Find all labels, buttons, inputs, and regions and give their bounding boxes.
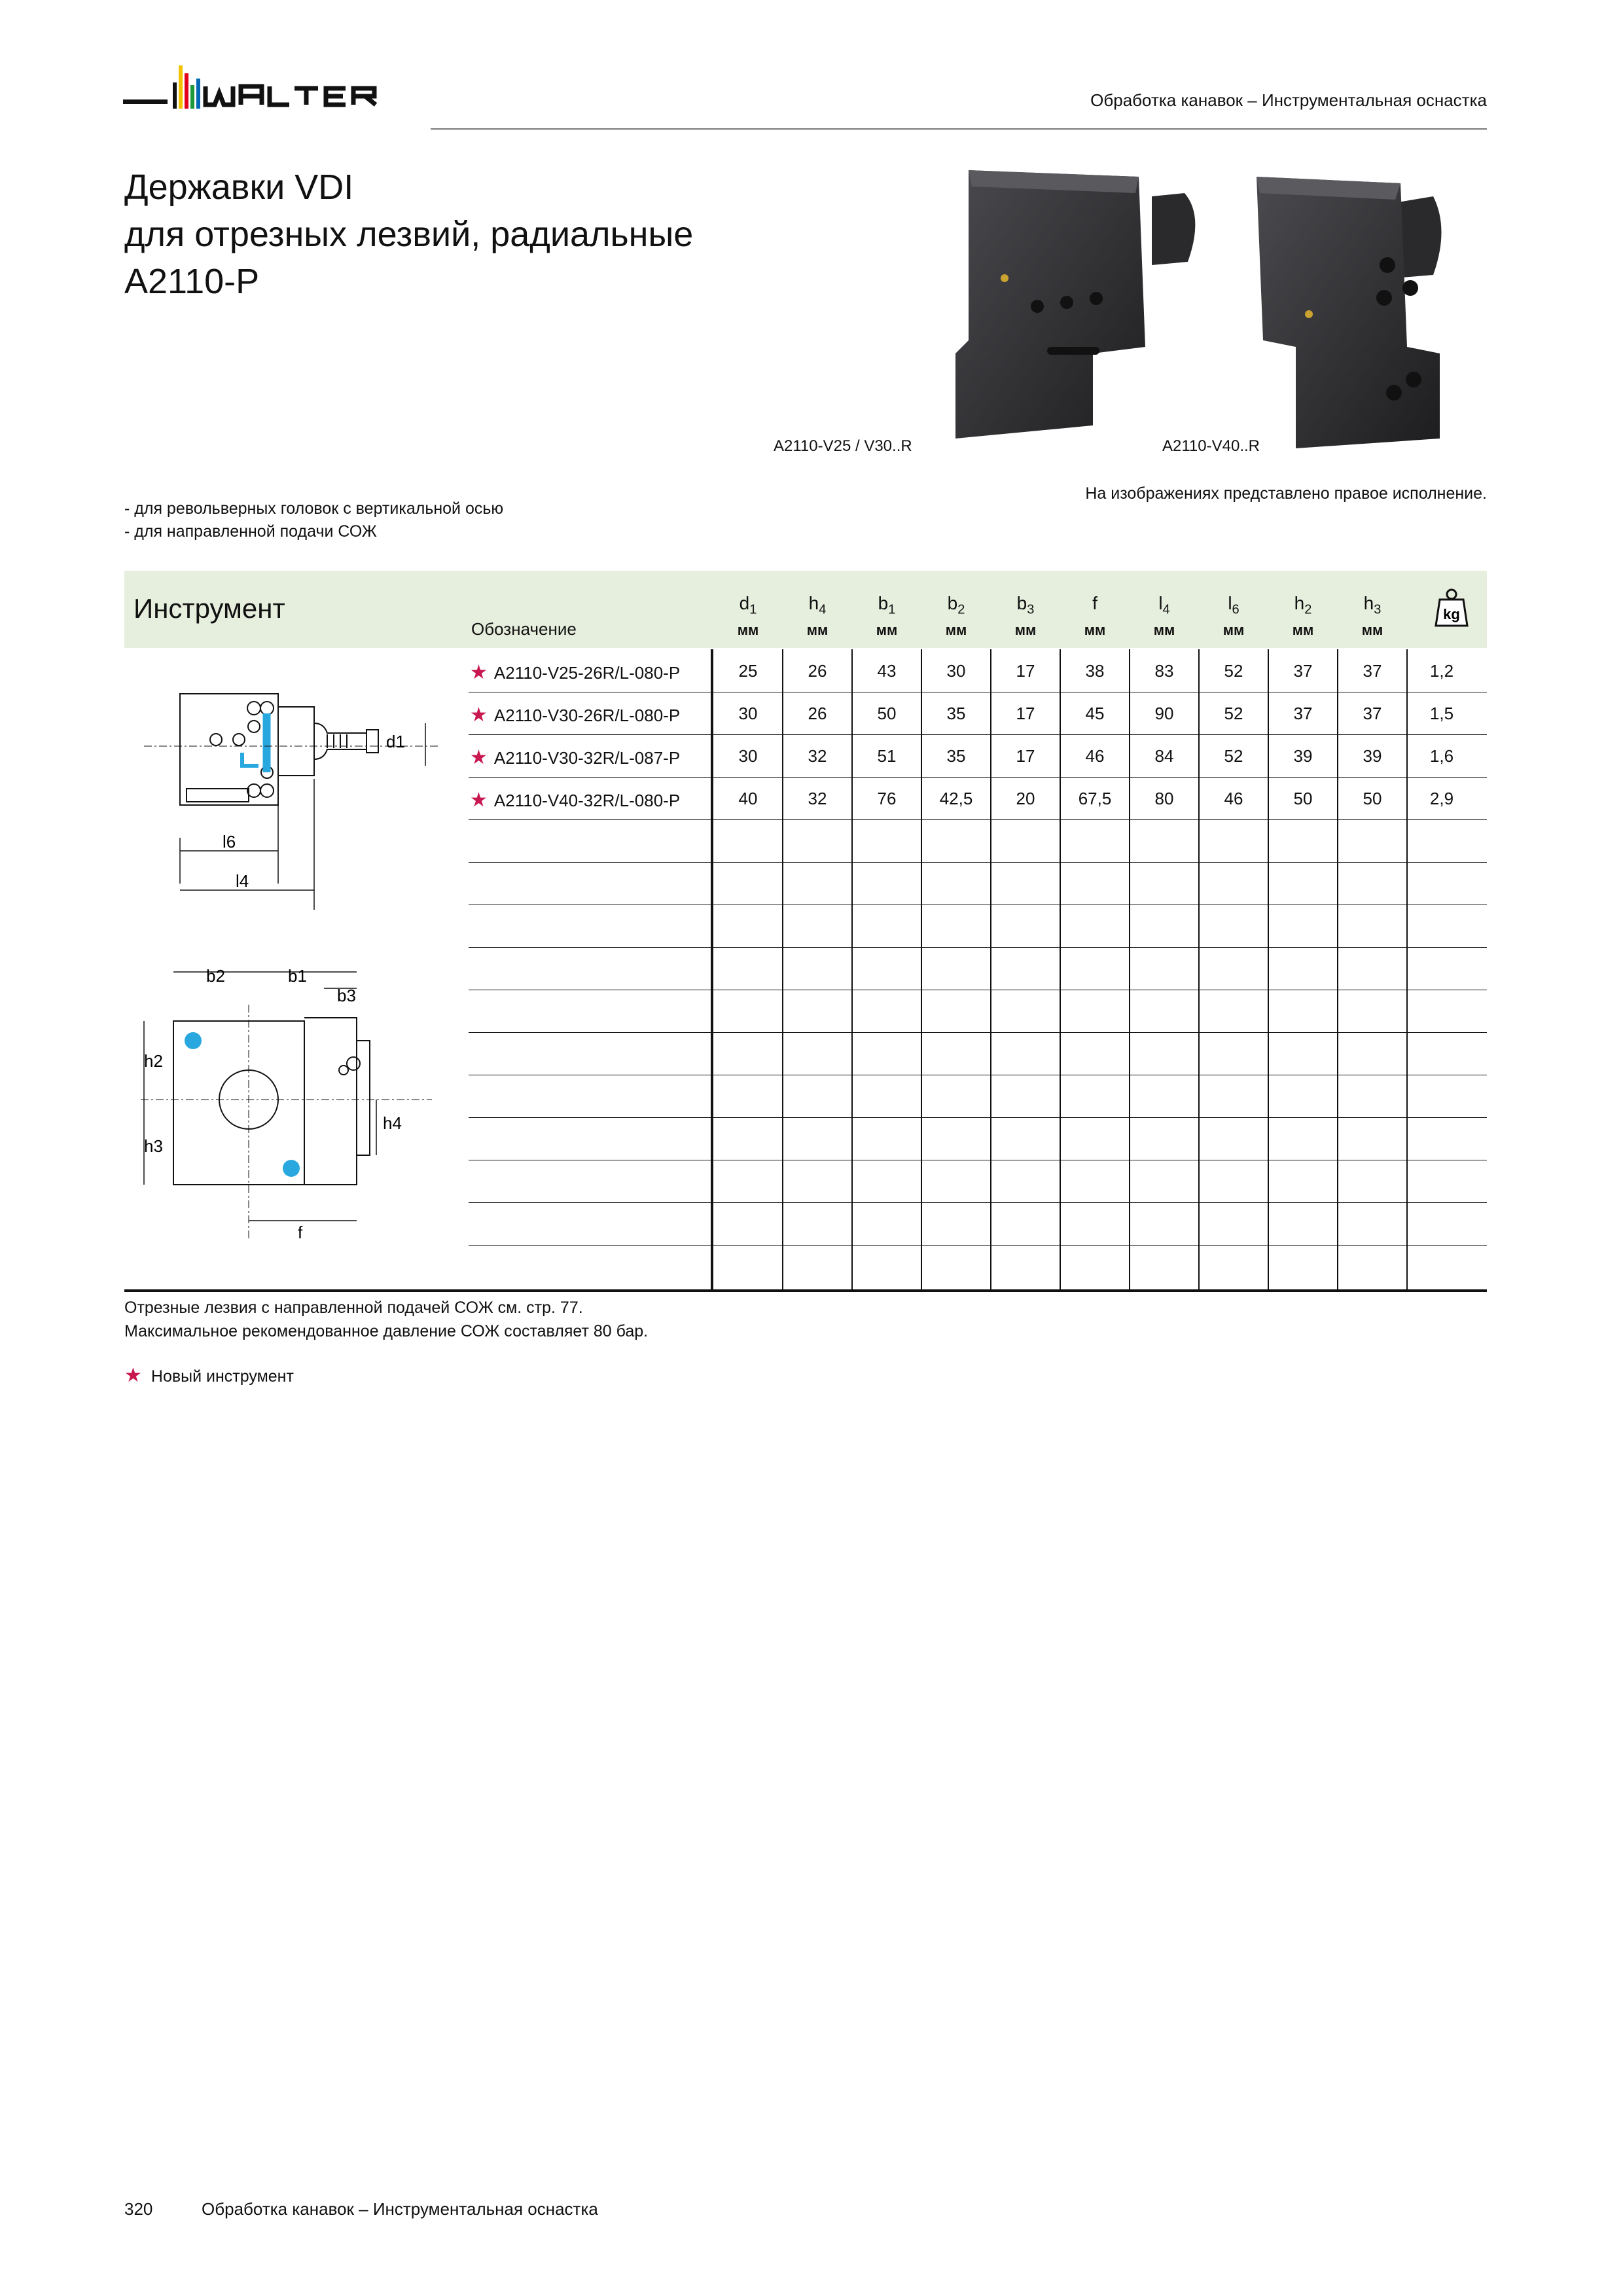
column-unit: мм: [806, 622, 829, 638]
table-cell: 20: [1016, 789, 1035, 808]
feature-list: [124, 497, 503, 543]
table-cell: 52: [1224, 746, 1243, 766]
table-row-rule: [469, 819, 1487, 820]
table-cell: 50: [877, 704, 897, 723]
header-divider: [431, 128, 1487, 130]
column-unit: мм: [1361, 622, 1383, 638]
column-header: $b_2$: [947, 593, 965, 617]
table-cell: 37: [1363, 704, 1382, 723]
dim-l6-label: l6: [223, 832, 236, 852]
table-cell: 1,6: [1429, 746, 1454, 766]
photo-caption-v40: A2110-V40..R: [1162, 437, 1260, 455]
dim-f-label: f: [298, 1223, 303, 1242]
legend-new-tool-text: Новый инструмент: [151, 1367, 294, 1386]
new-tool-star-icon: ★: [124, 1365, 142, 1386]
table-cell: 76: [877, 789, 897, 808]
table-cell: 45: [1085, 704, 1105, 723]
column-header: $h_2$: [1294, 593, 1312, 617]
table-column-rule: [782, 649, 783, 1289]
section-title: Инструмент: [134, 593, 285, 624]
product-photo-v40: [1243, 157, 1479, 465]
table-cell: 26: [808, 704, 827, 723]
column-unit: мм: [1084, 622, 1106, 638]
feature-item: - для револьверных головок с вертикальной осью: [124, 499, 504, 518]
column-unit: мм: [945, 622, 967, 638]
column-header: $b_1$: [878, 593, 896, 617]
table-cell: 26: [808, 661, 827, 681]
designation-column-header: Обозначение: [471, 619, 577, 639]
table-column-rule: [1060, 649, 1061, 1289]
table-cell: 32: [808, 789, 827, 808]
dim-b1-label: b1: [288, 966, 307, 986]
table-cell: 52: [1224, 704, 1243, 723]
walter-logo: [123, 59, 404, 124]
column-unit: мм: [1292, 622, 1314, 638]
page-title: [124, 164, 693, 305]
table-cell: 90: [1154, 704, 1174, 723]
table-row-rule: [469, 947, 1487, 948]
table-cell: 50: [1363, 789, 1382, 808]
page-title-line3: A2110-P: [124, 262, 260, 301]
table-cell: 17: [1016, 704, 1035, 723]
table-column-rule: [851, 649, 853, 1289]
feature-item: - для направленной подачи СОЖ: [124, 522, 377, 541]
table-column-rule: [1406, 649, 1408, 1289]
table-cell: 2,9: [1429, 789, 1454, 808]
table-row-designation: ★ A2110-V25-26R/L-080-P: [470, 662, 681, 683]
table-cell: 30: [738, 746, 758, 766]
table-cell: 83: [1154, 661, 1174, 681]
new-tool-star-icon: ★: [470, 747, 488, 768]
table-row-rule: [469, 1245, 1487, 1246]
table-row-rule: [469, 862, 1487, 863]
table-cell: 67,5: [1078, 789, 1112, 808]
table-cell: 30: [738, 704, 758, 723]
page-title-line2: для отрезных лезвий, радиальные: [124, 215, 694, 254]
table-row-rule: [469, 1202, 1487, 1203]
table-column-rule: [1198, 649, 1200, 1289]
weight-kg-icon: [1433, 588, 1470, 628]
column-unit: мм: [737, 622, 759, 638]
technical-drawing-front-view: [131, 952, 432, 1253]
note-coolant-pressure: Максимальное рекомендованное давление СОЖ составляет 80 бар.: [124, 1322, 649, 1340]
svg-text:kg: kg: [1443, 606, 1460, 622]
table-cell: 42,5: [939, 789, 973, 808]
table-cell: 37: [1293, 704, 1313, 723]
dim-b2-label: b2: [206, 966, 225, 986]
table-cell: 43: [877, 661, 897, 681]
technical-drawing-side-view: [137, 674, 445, 923]
table-column-rule: [921, 649, 922, 1289]
column-header: $b_3$: [1016, 593, 1035, 617]
table-column-rule: [990, 649, 991, 1289]
table-row-designation: ★ A2110-V30-26R/L-080-P: [470, 704, 681, 726]
table-cell: 17: [1016, 661, 1035, 681]
note-coolant-blades: Отрезные лезвия с направленной подачей СОЖ см. стр. 77.: [124, 1299, 583, 1317]
page-title-line1: Державки VDI: [124, 168, 354, 207]
table-row-rule: [469, 1117, 1487, 1118]
product-photo-v25-v30: [942, 157, 1217, 445]
table-cell: 1,5: [1429, 704, 1454, 723]
table-column-rule: [1337, 649, 1338, 1289]
table-row-rule: [469, 734, 1487, 735]
legend-new-tool: [124, 1364, 294, 1387]
table-cell: 40: [738, 789, 758, 808]
table-cell: 35: [946, 704, 966, 723]
table-cell: 51: [877, 746, 897, 766]
table-row-rule: [469, 1032, 1487, 1033]
column-header: $l_6$: [1228, 593, 1240, 617]
column-header: $d_1$: [739, 593, 757, 617]
dim-d1-label: d1: [386, 732, 405, 751]
table-row-designation: ★ A2110-V30-32R/L-087-P: [470, 747, 681, 768]
header-title: Обработка канавок – Инструментальная оснастка: [1090, 90, 1487, 110]
table-cell: 30: [946, 661, 966, 681]
table-cell: 1,2: [1429, 661, 1454, 681]
table-cell: 35: [946, 746, 966, 766]
column-header: $h_3$: [1363, 593, 1382, 617]
column-unit: мм: [1014, 622, 1037, 638]
new-tool-star-icon: ★: [470, 662, 488, 683]
table-cell: 80: [1154, 789, 1174, 808]
table-cell: 25: [738, 661, 758, 681]
dim-h2-label: h2: [144, 1051, 163, 1071]
image-note: На изображениях представлено правое исполнение.: [1085, 484, 1487, 503]
table-bottom-rule: [124, 1289, 1487, 1292]
new-tool-star-icon: ★: [470, 789, 488, 811]
table-cell: 37: [1363, 661, 1382, 681]
photo-caption-v25: A2110-V25 / V30..R: [774, 437, 912, 455]
dim-h3-label: h3: [144, 1136, 163, 1156]
new-tool-star-icon: ★: [470, 704, 488, 726]
table-cell: 39: [1293, 746, 1313, 766]
table-cell: 46: [1224, 789, 1243, 808]
column-header: $h_4$: [808, 593, 827, 617]
table-cell: 52: [1224, 661, 1243, 681]
table-cell: 32: [808, 746, 827, 766]
table-cell: 84: [1154, 746, 1174, 766]
table-cell: 39: [1363, 746, 1382, 766]
dim-b3-label: b3: [337, 986, 356, 1005]
column-header: $l_4$: [1158, 593, 1170, 617]
column-unit: мм: [1153, 622, 1175, 638]
table-column-rule: [1268, 649, 1269, 1289]
column-header: f: [1092, 593, 1097, 613]
table-cell: 50: [1293, 789, 1313, 808]
table-cell: 38: [1085, 661, 1105, 681]
column-unit: мм: [876, 622, 898, 638]
table-cell: 37: [1293, 661, 1313, 681]
table-column-rule: [711, 649, 713, 1289]
table-row-designation: ★ A2110-V40-32R/L-080-P: [470, 789, 681, 811]
column-unit: мм: [1222, 622, 1245, 638]
table-column-rule: [1129, 649, 1130, 1289]
table-cell: 46: [1085, 746, 1105, 766]
page-number: 320: [124, 2199, 153, 2219]
dim-h4-label: h4: [383, 1113, 402, 1133]
dim-l4-label: l4: [236, 871, 249, 891]
footer-title: Обработка канавок – Инструментальная оснастка: [202, 2199, 598, 2219]
table-cell: 17: [1016, 746, 1035, 766]
table-row-rule: [469, 777, 1487, 778]
